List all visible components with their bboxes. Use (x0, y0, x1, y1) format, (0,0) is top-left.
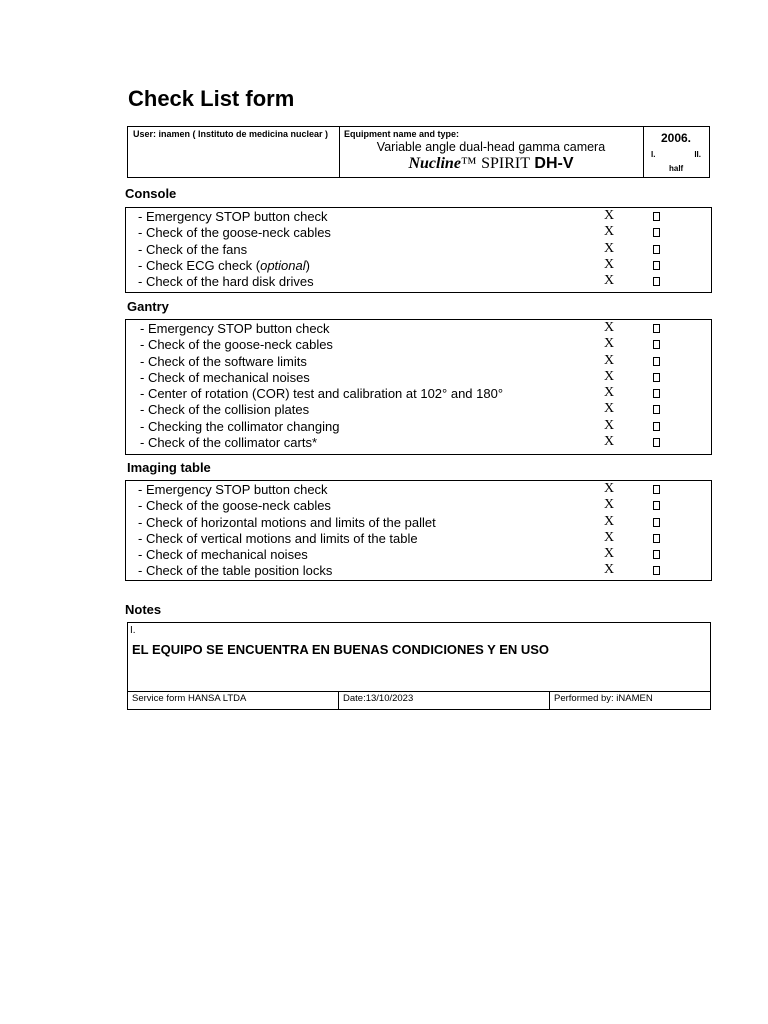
checkbox[interactable] (653, 518, 660, 527)
user-label: User: inamen ( Instituto de medicina nuclear ) (133, 129, 329, 139)
performed-by: Performed by: iNAMEN (554, 693, 653, 704)
checklist-row (126, 386, 711, 402)
checklist-row (126, 321, 711, 337)
item-label: - Check of mechanical noises (138, 547, 308, 563)
checked-mark: X (604, 240, 615, 256)
item-label: - Check of the goose-neck cables (138, 498, 331, 514)
checked-mark: X (604, 320, 615, 335)
section-title-imaging-table: Imaging table (127, 460, 211, 475)
checked-mark: X (604, 481, 615, 496)
checkbox[interactable] (653, 485, 660, 494)
checked-mark: X (604, 336, 615, 352)
item-label: - Checking the collimator changing (140, 418, 340, 434)
checkbox[interactable] (653, 261, 660, 270)
item-label: - Check of the software limits (140, 353, 307, 369)
checked-mark: X (604, 273, 615, 289)
checked-mark: X (604, 529, 615, 545)
checked-mark: X (604, 368, 615, 384)
checkbox[interactable] (653, 357, 660, 366)
checked-mark: X (604, 546, 615, 562)
item-label: - Check of the hard disk drives (138, 274, 314, 290)
section-title-notes: Notes (125, 602, 162, 617)
item-label: - Center of rotation (COR) test and calibration at 102° and 180° (140, 386, 504, 402)
item-label: - Emergency STOP button check (140, 321, 330, 336)
section-title-console: Console (125, 186, 177, 201)
console-checklist (125, 207, 712, 293)
checkbox[interactable] (653, 245, 660, 254)
year: 2006. (660, 131, 692, 145)
checklist-row (126, 258, 711, 274)
item-label: - Check of the collision plates (140, 402, 310, 418)
item-label: - Emergency STOP button check (138, 209, 328, 224)
item-label: - Check of the fans (138, 241, 248, 257)
checkbox[interactable] (653, 340, 660, 349)
checkbox[interactable] (653, 373, 660, 382)
imaging-table-checklist (125, 480, 712, 581)
checkbox[interactable] (653, 566, 660, 575)
checked-mark: X (604, 256, 615, 272)
checked-mark: X (604, 208, 615, 223)
checklist-row (126, 547, 711, 563)
item-label: - Check of vertical motions and limits of the table (138, 530, 418, 546)
checked-mark: X (604, 513, 615, 529)
checklist-row (126, 354, 711, 370)
item-label: - Check of the collimator carts* (140, 435, 318, 451)
checkbox[interactable] (653, 534, 660, 543)
checklist-row (126, 242, 711, 258)
checklist-row (126, 337, 711, 353)
trademark: ™ (460, 155, 477, 172)
header-table (127, 126, 710, 178)
item-label: - Check of the goose-neck cables (138, 225, 331, 241)
checklist-row (126, 402, 711, 418)
equipment-description: Variable angle dual-head gamma camera (376, 140, 606, 154)
checklist-row (126, 225, 711, 241)
model-name: SPIRIT (481, 155, 530, 172)
checklist-row (126, 563, 711, 579)
checked-mark: X (604, 385, 615, 401)
equipment-cell (339, 127, 644, 177)
half-two: II. (694, 150, 701, 159)
item-label: - Emergency STOP button check (138, 482, 328, 497)
notes-footer (128, 691, 710, 709)
notes-box (127, 622, 711, 710)
equipment-label: Equipment name and type: (344, 129, 460, 139)
checklist-row (126, 498, 711, 514)
checked-mark: X (604, 401, 615, 417)
service-form: Service form HANSA LTDA (128, 692, 339, 709)
section-title-gantry: Gantry (127, 299, 169, 314)
checklist-row (126, 274, 711, 290)
brand-name: Nucline (408, 155, 461, 172)
checklist-row (126, 515, 711, 531)
checkbox[interactable] (653, 389, 660, 398)
year-cell (643, 127, 709, 177)
model-variant: DH-V (534, 155, 574, 172)
checked-mark: X (604, 224, 615, 240)
checkbox[interactable] (653, 422, 660, 431)
checklist-row (126, 209, 711, 225)
checkbox[interactable] (653, 324, 660, 333)
checkbox[interactable] (653, 277, 660, 286)
checked-mark: X (604, 497, 615, 513)
checkbox[interactable] (653, 550, 660, 559)
checked-mark: X (604, 434, 615, 450)
checked-mark: X (604, 352, 615, 368)
checklist-row (126, 435, 711, 451)
item-label: - Check of mechanical noises (140, 369, 310, 385)
gantry-checklist (125, 319, 712, 455)
half-label: half (669, 164, 684, 173)
checked-mark: X (604, 562, 615, 578)
service-date: Date:13/10/2023 (339, 692, 550, 709)
notes-text: EL EQUIPO SE ENCUENTRA EN BUENAS CONDICIONES Y EN USO (132, 642, 550, 657)
item-label: - Check of horizontal motions and limits of the pallet (138, 514, 436, 530)
checklist-row (126, 531, 711, 547)
item-label: - Check of the goose-neck cables (140, 337, 333, 353)
checkbox[interactable] (653, 212, 660, 221)
item-label: - Check ECG check (optional) (138, 257, 310, 273)
page-title: Check List form (128, 86, 295, 111)
optional-note: optional (260, 257, 306, 273)
half-one: I. (651, 150, 656, 159)
equipment-model (339, 155, 643, 173)
checkbox[interactable] (653, 501, 660, 510)
checkbox[interactable] (653, 438, 660, 447)
user-cell (128, 127, 340, 177)
checklist-row (126, 482, 711, 498)
checked-mark: X (604, 417, 615, 433)
checkbox[interactable] (653, 405, 660, 414)
item-label: - Check of the table position locks (138, 563, 333, 579)
checkbox[interactable] (653, 228, 660, 237)
checklist-row (126, 370, 711, 386)
notes-roman-numeral: I. (130, 625, 136, 636)
checklist-row (126, 419, 711, 435)
